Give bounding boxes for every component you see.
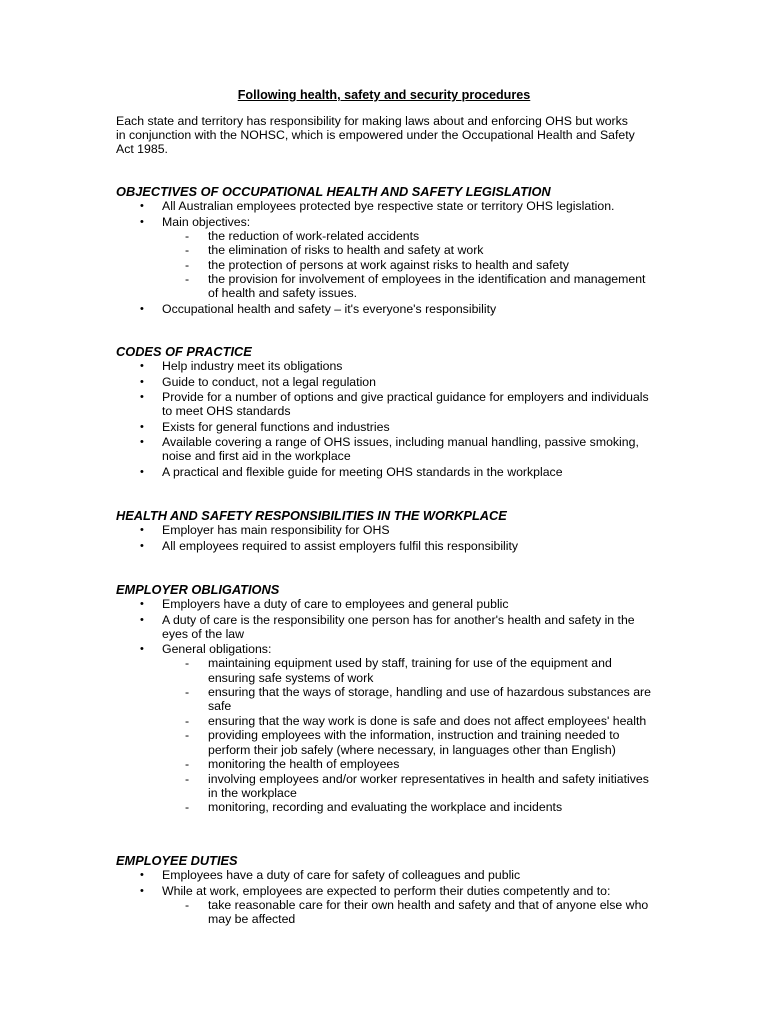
- bullet-item: [116, 435, 656, 463]
- sub-item: [116, 243, 656, 257]
- bullet-icon: •: [140, 465, 144, 478]
- dash-icon: -: [185, 656, 190, 671]
- sub-item: [116, 258, 656, 272]
- section-employee-duties: [116, 853, 656, 927]
- sub-item-text: monitoring, recording and evaluating the workplace and incidents: [208, 800, 563, 815]
- bullet-item: [116, 390, 656, 418]
- sub-item: [116, 229, 656, 243]
- sub-list: [162, 898, 656, 926]
- bullet-icon: •: [140, 200, 144, 212]
- section-responsibilities: [116, 508, 656, 554]
- section-heading: CODES OF PRACTICE: [116, 344, 252, 359]
- bullet-text: Provide for a number of options and give practical guidance for employers and individuals to meet OHS standards: [162, 390, 649, 419]
- dash-icon: -: [185, 771, 190, 786]
- bullet-text: General obligations:: [162, 642, 272, 657]
- bullet-icon: •: [140, 524, 144, 536]
- sub-item: [116, 685, 656, 713]
- bullet-text: Guide to conduct, not a legal regulation: [162, 374, 376, 389]
- dash-icon: -: [185, 272, 190, 287]
- bullet-text: Employees have a duty of care for safety of colleagues and public: [162, 868, 521, 882]
- dash-icon: -: [185, 800, 190, 815]
- bullet-icon: •: [140, 598, 144, 610]
- bullet-item: [116, 420, 656, 434]
- bullet-icon: •: [140, 420, 144, 433]
- sub-item-text: involving employees and/or worker representatives in health and safety initiatives in the workplace: [208, 771, 649, 800]
- sub-item: [116, 772, 656, 800]
- section-heading: OBJECTIVES OF OCCUPATIONAL HEALTH AND SAFETY LEGISLATION: [116, 184, 551, 199]
- sub-item: [116, 728, 656, 756]
- document-title: Following health, safety and security procedures: [237, 88, 531, 102]
- sub-item-text: providing employees with the information, instruction and training needed to perform their job safely (where necessary, in languages other than English): [208, 728, 620, 757]
- dash-icon: -: [185, 228, 190, 243]
- section-employer-obligations: [116, 582, 656, 816]
- dash-icon: -: [185, 897, 190, 912]
- bullet-icon: •: [140, 884, 144, 897]
- bullet-item: [116, 199, 656, 213]
- bullet-text: Employer has main responsibility for OHS: [162, 523, 390, 537]
- sub-item: [116, 757, 656, 771]
- bullet-item: [116, 868, 656, 882]
- section-objectives: [116, 184, 656, 317]
- sub-item: [116, 656, 656, 684]
- section-heading: EMPLOYEE DUTIES: [116, 853, 238, 868]
- bullet-item: [116, 375, 656, 389]
- bullet-text: All employees required to assist employers fulfil this responsibility: [162, 538, 519, 553]
- bullet-text: Main objectives:: [162, 214, 251, 229]
- section-heading: EMPLOYER OBLIGATIONS: [116, 582, 280, 597]
- bullet-item: [116, 642, 656, 814]
- bullet-text: Occupational health and safety – it's everyone's responsibility: [162, 301, 497, 316]
- bullet-list: [116, 359, 656, 479]
- bullet-icon: •: [140, 539, 144, 552]
- section-heading: HEALTH AND SAFETY RESPONSIBILITIES IN THE WORKPLACE: [116, 508, 507, 523]
- bullet-text: A duty of care is the responsibility one person has for another's health and safety in the eyes of the law: [162, 612, 635, 641]
- bullet-item: [116, 884, 656, 927]
- bullet-item: [116, 465, 656, 479]
- sub-list: [162, 229, 656, 301]
- bullet-item: [116, 302, 656, 316]
- sub-item: [116, 898, 656, 926]
- bullet-item: [116, 539, 656, 553]
- dash-icon: -: [185, 685, 190, 700]
- sub-list: [162, 656, 656, 814]
- dash-icon: -: [185, 713, 190, 728]
- bullet-text: While at work, employees are expected to perform their duties competently and to:: [162, 883, 611, 898]
- bullet-text: A practical and flexible guide for meeting OHS standards in the workplace: [162, 464, 563, 479]
- bullet-list: [116, 523, 656, 553]
- bullet-text: Help industry meet its obligations: [162, 359, 343, 373]
- section-codes-of-practice: [116, 344, 656, 480]
- sub-item-text: take reasonable care for their own health and safety and that of anyone else who may be affected: [208, 897, 649, 926]
- bullet-icon: •: [140, 391, 144, 403]
- intro-paragraph: Each state and territory has responsibility for making laws about and enforcing OHS but works in conjunction with the NOHSC, which is empowered under the Occupational Health and Safety Act 1985.: [116, 114, 635, 157]
- dash-icon: -: [185, 757, 190, 772]
- bullet-item: [116, 523, 656, 537]
- dash-icon: -: [185, 257, 190, 272]
- sub-item: [116, 714, 656, 728]
- bullet-item: [116, 613, 656, 641]
- dash-icon: -: [185, 243, 190, 258]
- bullet-text: Exists for general functions and industries: [162, 419, 390, 434]
- sub-item-text: the protection of persons at work against risks to health and safety: [208, 257, 569, 272]
- bullet-icon: •: [140, 643, 144, 656]
- sub-item-text: the elimination of risks to health and safety at work: [208, 243, 484, 258]
- bullet-list: [116, 868, 656, 926]
- bullet-icon: •: [140, 215, 144, 228]
- bullet-icon: •: [140, 613, 144, 626]
- bullet-icon: •: [140, 869, 144, 881]
- sub-item-text: ensuring that the ways of storage, handling and use of hazardous substances are safe: [208, 685, 651, 714]
- sub-item: [116, 272, 656, 300]
- dash-icon: -: [185, 728, 190, 743]
- bullet-item: [116, 359, 656, 373]
- bullet-list: [116, 199, 656, 316]
- bullet-item: [116, 215, 656, 301]
- sub-item-text: maintaining equipment used by staff, training for use of the equipment and ensuring safe systems of work: [208, 656, 612, 685]
- sub-item-text: the provision for involvement of employees in the identification and management of health and safety issues.: [208, 272, 646, 301]
- bullet-list: [116, 597, 656, 814]
- sub-item: [116, 800, 656, 814]
- bullet-text: Available covering a range of OHS issues, including manual handling, passive smoking, noise and first aid in the workplace: [162, 435, 639, 464]
- bullet-icon: •: [140, 375, 144, 388]
- bullet-icon: •: [140, 436, 144, 449]
- bullet-icon: •: [140, 302, 144, 315]
- bullet-text: All Australian employees protected bye respective state or territory OHS legislation.: [162, 199, 615, 213]
- sub-item-text: monitoring the health of employees: [208, 757, 400, 772]
- sub-item-text: the reduction of work-related accidents: [208, 228, 420, 243]
- bullet-icon: •: [140, 360, 144, 372]
- bullet-text: Employers have a duty of care to employees and general public: [162, 597, 509, 611]
- sub-item-text: ensuring that the way work is done is safe and does not affect employees' health: [208, 713, 647, 728]
- bullet-item: [116, 597, 656, 611]
